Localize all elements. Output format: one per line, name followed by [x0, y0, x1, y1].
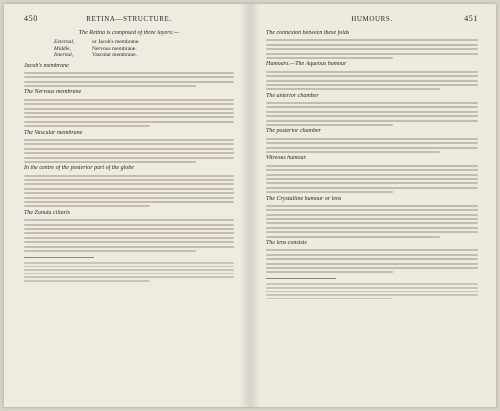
gutter-shadow: [250, 4, 260, 407]
book-spread: [4, 4, 496, 407]
paragraph-anterior-chamber: The anterior chamber: [266, 93, 478, 126]
layer-item: Middle, Nervous membrane.: [54, 45, 137, 52]
retina-layer-list: [54, 39, 234, 59]
paragraph-foramen-soemmering: In the centre of the posterior part of the globe: [24, 165, 234, 207]
footnote-rule: [24, 257, 94, 258]
running-header-right: [266, 14, 478, 23]
running-header-left: [24, 14, 234, 23]
footnote-rule: [266, 278, 336, 279]
paragraph-crystalline-lens: The Crystalline humour or lens: [266, 196, 478, 238]
gutter-shadow: [240, 4, 250, 407]
paragraph-zonula-ciliaris: The Zonula ciliaris: [24, 210, 234, 252]
retina-intro: The Retina is composed of three layers:—: [78, 30, 180, 36]
paragraph-jacobs-membrane: Jacob's membrane: [24, 63, 234, 88]
footnotes-right: [266, 283, 478, 299]
layer-item: Internal, Vascular membrane.: [54, 52, 137, 58]
paragraph-vascular-membrane: The Vascular membrane: [24, 130, 234, 163]
right-page: [250, 4, 496, 407]
paragraph-posterior-chamber: The posterior chamber: [266, 128, 478, 153]
page-number-left: 450: [24, 14, 38, 23]
running-head-right: HUMOURS.: [351, 15, 393, 23]
running-head-left: RETINA—STRUCTURE.: [86, 15, 172, 23]
left-page: [4, 4, 250, 407]
layer-item: External, or Jacob's membrane.: [54, 39, 140, 45]
paragraph-nervous-membrane: The Nervous membrane: [24, 89, 234, 127]
paragraph-vitreous-humour: Vitreous humour.: [266, 155, 478, 193]
page-number-right: 451: [464, 14, 478, 23]
paragraph-ciliary-folds: The connexion between these folds: [266, 30, 478, 59]
paragraph-aqueous-humour: Humours.—The Aqueous humour: [266, 61, 478, 90]
footnotes-left: [24, 262, 234, 282]
paragraph-lens-structure: The lens consists: [266, 240, 478, 273]
